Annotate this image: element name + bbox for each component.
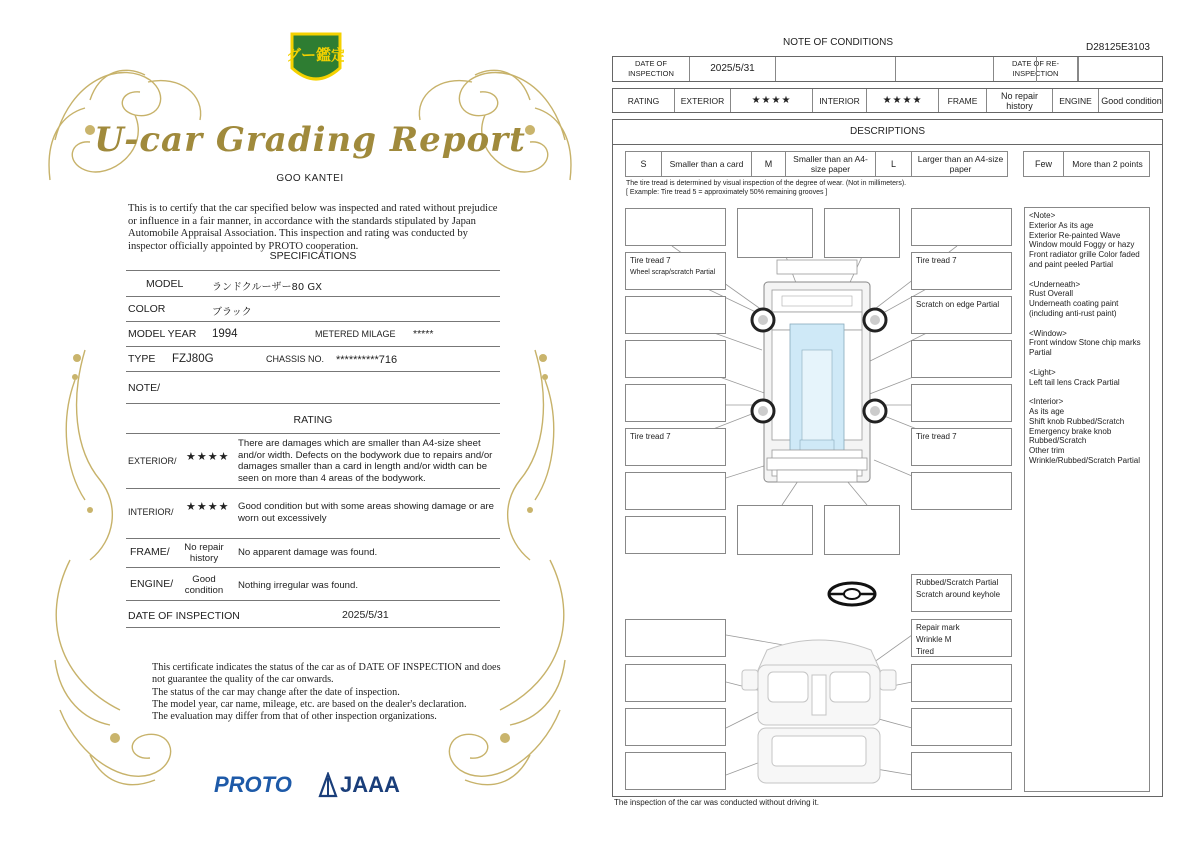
certify-text: This is to certify that the car specified below was inspected and rated without prejudice or influence in a fair manner, in accordance with the standards stipulated by Japan Automobile Appraisal Association. This inspection and rating was conducted by inspector officially appointed by PROTO cooperation. <box>128 203 498 252</box>
divider <box>126 538 500 539</box>
label-scratch-edge: Scratch on edge Partial <box>916 300 1000 309</box>
divider <box>126 403 500 404</box>
color-value: ブラック <box>212 307 252 318</box>
exterior-stars: ★★★★ <box>186 450 230 463</box>
type-label: TYPE <box>128 353 156 365</box>
exterior-label: EXTERIOR/ <box>128 456 177 466</box>
exterior-box-rear-right-tire <box>911 428 1012 466</box>
exterior-box-right-edge <box>911 296 1012 334</box>
label-tire-tread-rr: Tire tread 7 <box>916 432 957 441</box>
steering-condition-box <box>911 574 1012 612</box>
certificate-notice: This certificate indicates the status of the car as of DATE OF INSPECTION and does not guarantee the quality of the car onwards. The status of the car may change after the date of inspection. The model year, car name, mileage, etc. are based on the dealer's declaration. The evaluation may differ from that of other inspection organizations. <box>152 662 501 723</box>
note-label: NOTE/ <box>128 382 161 394</box>
logo-area <box>214 772 414 802</box>
exterior-box-right-5 <box>911 384 1012 422</box>
few-desc: More than 2 points <box>1072 159 1143 169</box>
model-year-label: MODEL YEAR <box>128 328 197 340</box>
size-m-desc: Smaller than an A4-size paper <box>786 152 876 176</box>
size-s: S <box>626 152 662 176</box>
interior-stars: ★★★★ <box>867 89 939 112</box>
rating-title: RATING <box>293 414 333 426</box>
divider <box>126 433 500 434</box>
exterior-box-left-3 <box>625 296 726 334</box>
conditions-title: NOTE OF CONDITIONS <box>783 37 893 48</box>
few-legend <box>1023 151 1150 177</box>
exterior-box-front-center-left <box>737 208 813 258</box>
exterior-box-left-4 <box>625 340 726 378</box>
jaaa-logo-mark <box>318 772 338 798</box>
rating-row <box>612 88 1163 113</box>
exterior-box-left-5 <box>625 384 726 422</box>
reinspection-split <box>1078 57 1079 81</box>
interior-box-8 <box>911 752 1012 790</box>
label-wheel-scrap: Wheel scrap/scratch Partial <box>630 269 716 276</box>
engine-description: Nothing irregular was found. <box>238 580 358 591</box>
exterior-box-rear-center-left <box>737 505 813 555</box>
engine-label: ENGINE <box>1053 89 1099 112</box>
exterior-box-front-left-tire <box>625 252 726 290</box>
interior-box-6 <box>911 664 1012 702</box>
interior-box-2 <box>625 664 726 702</box>
divider <box>126 627 500 628</box>
tread-note: The tire tread is determined by visual inspection of the degree of wear. (Not in millimeters). <box>626 180 907 187</box>
engine-value: Good condition <box>184 574 224 596</box>
exterior-box-right-4 <box>911 340 1012 378</box>
divider <box>126 270 500 271</box>
divider <box>126 346 500 347</box>
color-label: COLOR <box>128 303 166 315</box>
reinspection-label: DATE OF RE-INSPECTION <box>994 57 1078 81</box>
label-steering-1: Rubbed/Scratch Partial <box>916 578 999 587</box>
exterior-box-front-left-1 <box>625 208 726 246</box>
exterior-box-front-right-tire <box>911 252 1012 290</box>
date-value: 2025/5/31 <box>690 57 776 81</box>
interior-box-3 <box>625 708 726 746</box>
size-l-desc: Larger than an A4-size paper <box>917 154 1004 174</box>
interior-box-1 <box>625 619 726 657</box>
dates-row <box>612 56 1163 82</box>
model-year-value: 1994 <box>212 328 238 340</box>
label-tire-tread-rl: Tire tread 7 <box>630 432 671 441</box>
exterior-box-rear-center-right <box>824 505 900 555</box>
interior-box-4 <box>625 752 726 790</box>
divider <box>126 567 500 568</box>
exterior-box-left-7 <box>625 472 726 510</box>
interior-label: INTERIOR/ <box>128 507 174 517</box>
grading-certificate <box>30 20 590 830</box>
jaaa-logo: JAAA <box>340 772 400 797</box>
divider <box>126 296 500 297</box>
report-subtitle: GOO KANTEI <box>276 173 344 184</box>
label-tire-tread-fr: Tire tread 7 <box>916 256 957 265</box>
interior-box-7 <box>911 708 1012 746</box>
car-top-view <box>752 260 886 482</box>
seal-text: グー鑑定 <box>288 46 344 64</box>
interior-stars: ★★★★ <box>186 500 230 513</box>
report-title: U-car Grading Report <box>94 120 526 160</box>
tread-example: [ Example: Tire tread 5 = approximately 50% remaining grooves ] <box>626 189 828 196</box>
date-blank <box>776 57 896 81</box>
chassis-value: **********716 <box>336 354 398 366</box>
interior-seat-condition-box <box>911 619 1012 657</box>
reinspection-value <box>1078 57 1164 81</box>
exterior-box-right-7 <box>911 472 1012 510</box>
interior-description: Good condition but with some areas showing damage or are worn out excessively <box>238 501 494 524</box>
rating-label: RATING <box>613 89 675 112</box>
metered-milage-value: ***** <box>413 328 434 340</box>
exterior-box-front-center-right <box>824 208 900 258</box>
exterior-description: There are damages which are smaller than A4-size sheet and/or width. Defects on the bodywork due to repairs and/or damages smaller than a card in length and/or width can be seen on more than 4 areas of the bodywork. <box>238 438 493 484</box>
exterior-stars: ★★★★ <box>731 89 813 112</box>
engine-label: ENGINE/ <box>130 578 174 590</box>
chassis-label: CHASSIS NO. <box>266 354 325 364</box>
divider <box>1036 56 1037 82</box>
interior-label: INTERIOR <box>813 89 867 112</box>
steering-wheel-icon <box>826 580 878 608</box>
exterior-box-right-1 <box>911 208 1012 246</box>
metered-milage-label: METERED MILAGE <box>315 329 396 339</box>
label-tire-tread-fl: Tire tread 7 <box>630 256 671 265</box>
divider <box>126 371 500 372</box>
size-m: M <box>752 152 786 176</box>
divider <box>126 488 500 489</box>
exterior-box-left-8 <box>625 516 726 554</box>
condition-notes: <Note> Exterior As its age Exterior Re-painted Wave Window mould Foggy or hazy Front radiator grille Color faded and paint peeled Partial <Underneath> Rust Overall Underneath coating paint (including anti-rust paint) <Window> Front window Stone chip marks Partial <Light> Left tail lens Crack Partial <Interior> As its age Shift knob Rubbed/Scratch Emergency brake knob Rubbed/Scratch Other trim Wrinkle/Rubbed/Scratch Partial <box>1024 207 1150 792</box>
frame-value: No repair history <box>987 89 1053 112</box>
inspection-footer: The inspection of the car was conducted without driving it. <box>614 798 819 807</box>
date-of-inspection-value: 2025/5/31 <box>342 609 389 621</box>
label-wrinkle: Wrinkle M <box>916 635 952 644</box>
few-label: Few <box>1024 152 1064 176</box>
descriptions-title: DESCRIPTIONS <box>612 119 1163 145</box>
date-of-inspection-label: DATE OF INSPECTION <box>128 610 240 622</box>
frame-label: FRAME <box>939 89 987 112</box>
date-blank-2 <box>896 57 994 81</box>
label-repair-mark: Repair mark <box>916 623 960 632</box>
divider <box>126 600 500 601</box>
size-l: L <box>876 152 912 176</box>
type-value: FZJ80G <box>172 353 214 365</box>
frame-label: FRAME/ <box>130 546 170 558</box>
divider <box>126 321 500 322</box>
engine-value: Good condition <box>1101 95 1162 106</box>
date-label: DATE OF INSPECTION <box>613 57 690 81</box>
size-s-desc: Smaller than a card <box>662 152 752 176</box>
specifications-title: SPECIFICATIONS <box>269 250 357 262</box>
frame-value: No repair history <box>184 542 224 564</box>
proto-logo: PROTO <box>214 772 292 797</box>
model-label: MODEL <box>146 278 184 290</box>
label-tired: Tired <box>916 647 934 656</box>
document-id: D28125E3103 <box>1086 42 1150 53</box>
exterior-label: EXTERIOR <box>675 89 731 112</box>
label-steering-2: Scratch around keyhole <box>916 590 1001 599</box>
goo-kantei-seal <box>288 30 344 90</box>
model-value: ランドクルーザー80 GX <box>212 282 323 293</box>
size-legend <box>625 151 1008 177</box>
exterior-box-rear-left-tire <box>625 428 726 466</box>
frame-description: No apparent damage was found. <box>238 547 378 558</box>
